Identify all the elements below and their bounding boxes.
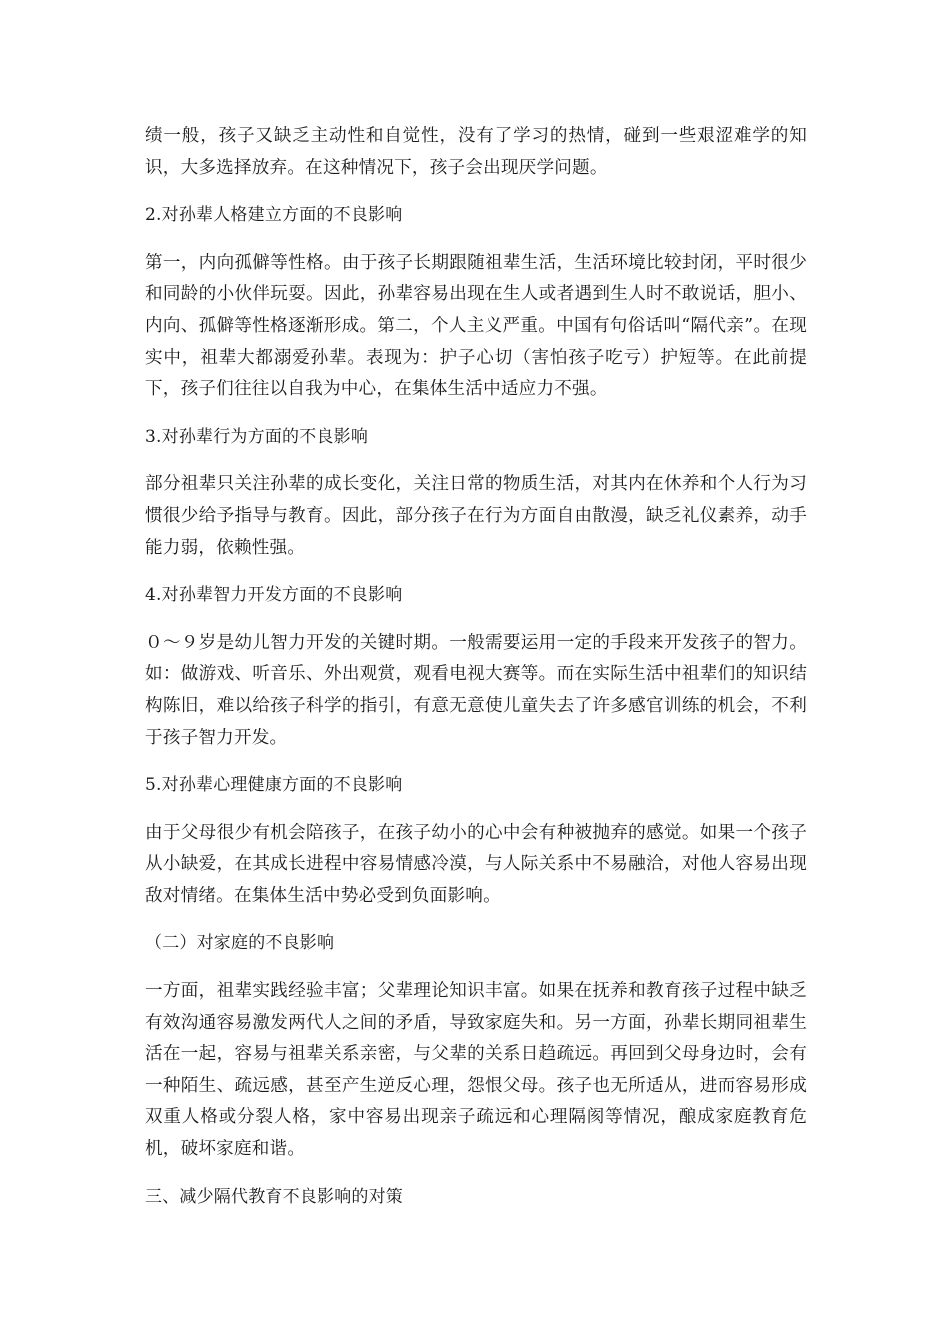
heading-countermeasures: 三、减少隔代教育不良影响的对策 [145, 1186, 403, 1207]
heading-intelligence-impact: 4.对孙辈智力开发方面的不良影响 [145, 585, 403, 606]
heading-mental-health-impact: 5.对孙辈心理健康方面的不良影响 [145, 775, 403, 796]
paragraph-study-interest: 绩一般，孩子又缺乏主动性和自觉性，没有了学习的热情，碰到一些艰涩难学的知识，大多选择放弃。在这种情况下，孩子会出现厌学问题。 [145, 126, 807, 178]
paragraph-behavior: 部分祖辈只关注孙辈的成长变化，关注日常的物质生活，对其内在休养和个人行为习惯很少给予指导与教育。因此，部分孩子在行为方面自由散漫，缺乏礼仪素养，动手能力弱，依赖性强。 [145, 474, 807, 558]
paragraph-personality: 第一，内向孤僻等性格。由于孩子长期跟随祖辈生活，生活环境比较封闭，平时很少和同龄的小伙伴玩耍。因此，孙辈容易出现在生人或者遇到生人时不敢说话，胆小、内向、孤僻等性格逐渐形成。第二，个人主义严重。中国有句俗话叫“隔代亲”。在现实中，祖辈大都溺爱孙辈。表现为：护子心切（害怕孩子吃亏）护短等。在此前提下，孩子们往往以自我为中心，在集体生活中适应力不强。 [145, 252, 807, 400]
heading-personality-impact: 2.对孙辈人格建立方面的不良影响 [145, 205, 403, 226]
document-body [145, 121, 807, 1229]
paragraph-mental-health: 由于父母很少有机会陪孩子，在孩子幼小的心中会有种被抛弃的感觉。如果一个孩子从小缺爱，在其成长进程中容易情感冷漠，与人际关系中不易融洽，对他人容易出现敌对情绪。在集体生活中势必受到负面影响。 [145, 822, 807, 906]
paragraph-intelligence: ０～９岁是幼儿智力开发的关键时期。一般需要运用一定的手段来开发孩子的智力。如：做游戏、听音乐、外出观赏，观看电视大赛等。而在实际生活中祖辈们的知识结构陈旧，难以给孩子科学的指引，有意无意使儿童失去了许多感官训练的机会，不利于孩子智力开发。 [145, 632, 807, 748]
paragraph-family: 一方面，祖辈实践经验丰富；父辈理论知识丰富。如果在抚养和教育孩子过程中缺乏有效沟通容易激发两代人之间的矛盾，导致家庭失和。另一方面，孙辈长期同祖辈生活在一起，容易与祖辈关系亲密，与父辈的关系日趋疏远。再回到父母身边时，会有一种陌生、疏远感，甚至产生逆反心理，怨恨父母。孩子也无所适从，进而容易形成双重人格或分裂人格，家中容易出现亲子疏远和心理隔阂等情况，酿成家庭教育危机，破坏家庭和谐。 [145, 981, 807, 1160]
heading-family-impact: （二）对家庭的不良影响 [145, 933, 335, 954]
heading-behavior-impact: 3.对孙辈行为方面的不良影响 [145, 426, 369, 447]
